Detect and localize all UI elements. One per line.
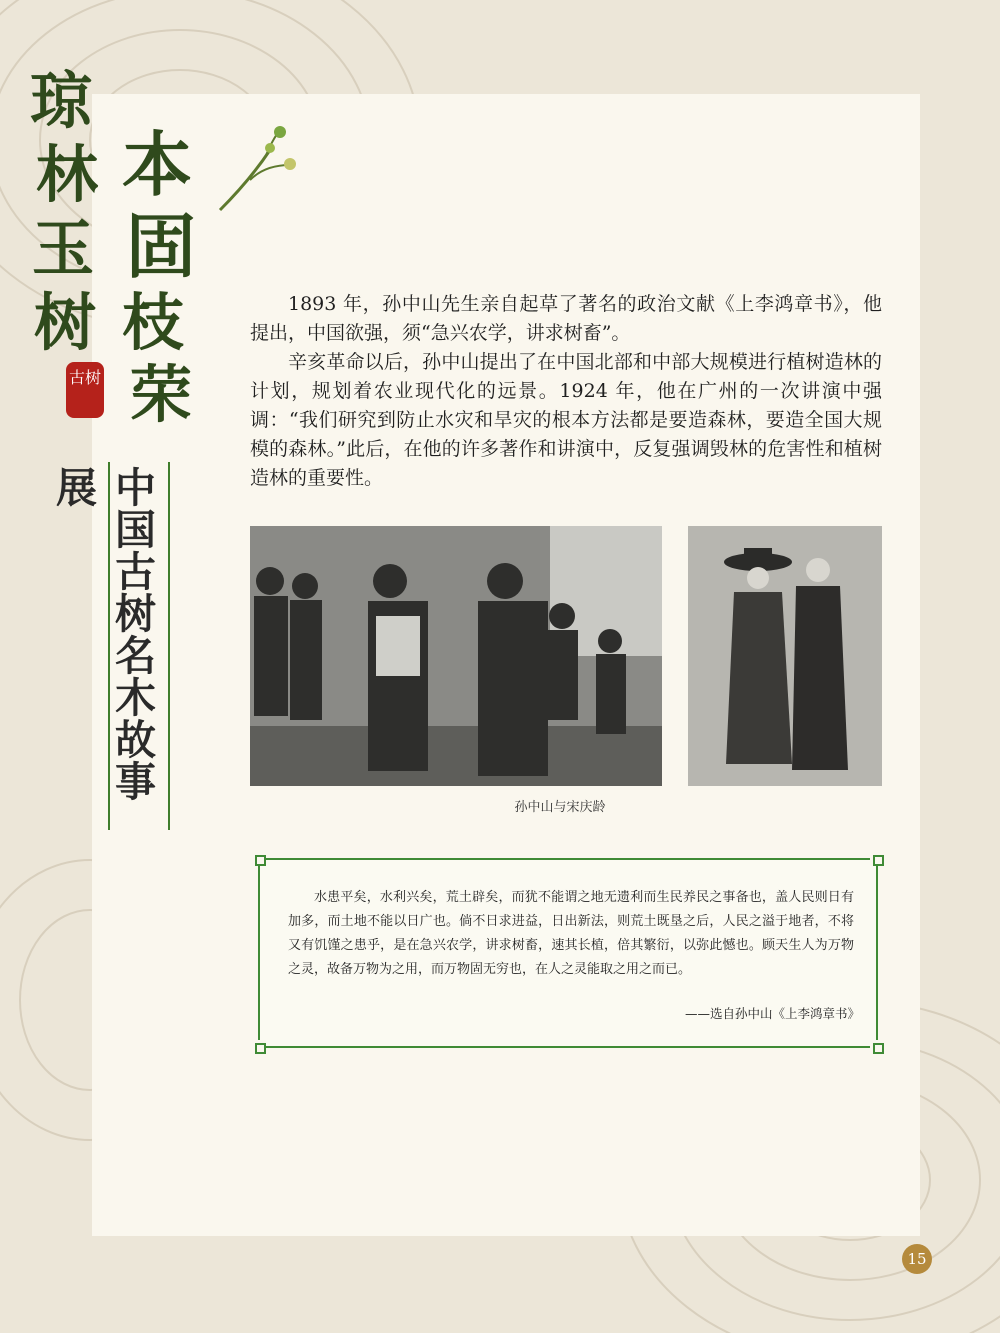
- title-char: 玉: [32, 212, 95, 285]
- article-paragraph: 辛亥革命以后，孙中山提出了在中国北部和中部大规模进行植树造林的计划，规划着农业现代化的远景。1924 年，他在广州的一次讲演中强调：“我们研究到防止水灾和旱灾的根本方法都是要造森林，要造全国大规模的森林。”此后，在他的许多著作和讲演中，反复强调毁林的危害性和植树造林的重要性。: [250, 351, 882, 489]
- quote-text: 水患平矣，水利兴矣，荒土辟矣，而犹不能谓之地无遗利而生民养民之事备也，盖人民则日有加多，而土地不能以日广也。倘不日求进益，日出新法，则荒土既垦之后，人民之溢于地者，不将又有饥馑之患乎，是在急兴农学，讲求树畜，速其长植，倍其繁衍，以弥此憾也。顾天生人为万物之灵，故备万物为之用，而万物固无穷也，在人之灵能取之用之而已。: [288, 890, 854, 977]
- article-body: [250, 290, 882, 493]
- article-paragraph: 1893 年，孙中山先生亲自起草了著名的政治文献《上李鸿章书》，他提出，中国欲强，须“急兴农学，讲求树畜”。: [250, 293, 882, 344]
- title-char: 林: [36, 138, 99, 211]
- portrait-photo: [688, 526, 882, 786]
- quote-box: [258, 858, 878, 1048]
- title-char: 荣: [130, 358, 193, 431]
- title-char: 枝: [122, 286, 185, 359]
- photo-caption: 孙中山与宋庆龄: [514, 800, 606, 815]
- title-char: 树: [34, 286, 97, 359]
- corner-ornament: [252, 1040, 266, 1054]
- sprout-icon: [210, 120, 310, 220]
- corner-ornament: [870, 1040, 884, 1054]
- group-photo: [250, 526, 662, 786]
- seal-stamp: 古树: [66, 362, 104, 418]
- page-number: 15: [902, 1244, 932, 1274]
- exhibition-title: 中国古树名木故事展: [49, 466, 156, 802]
- quote-source: ——选自孙中山《上李鸿章书》: [684, 1006, 860, 1021]
- title-char: 本: [122, 123, 192, 206]
- corner-ornament: [252, 852, 266, 866]
- corner-ornament: [870, 852, 884, 866]
- title-char: 琼: [30, 64, 93, 137]
- title-char: 固: [126, 205, 196, 288]
- exhibition-title-frame: [49, 462, 170, 830]
